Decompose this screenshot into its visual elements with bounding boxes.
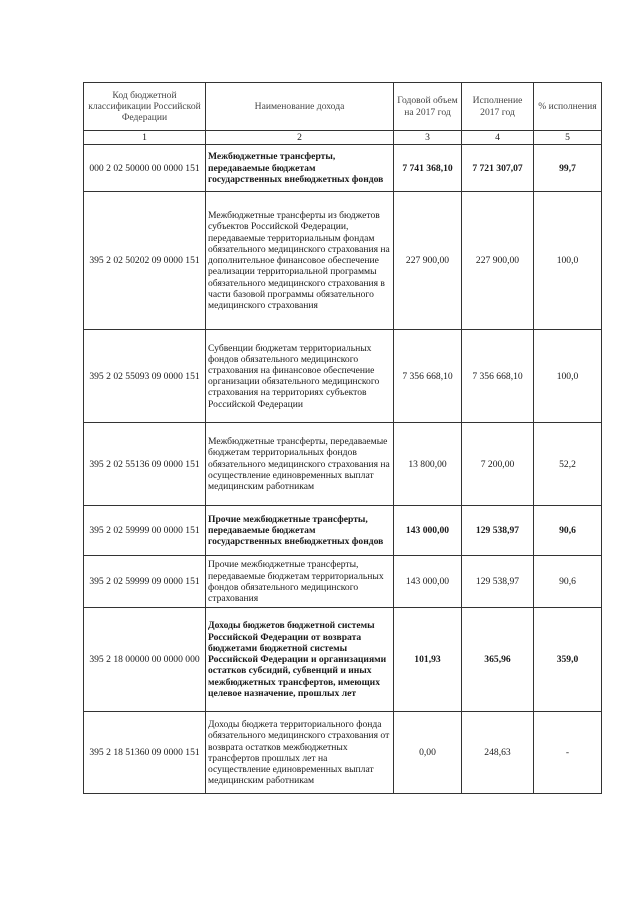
row-code: 395 2 18 51360 09 0000 151 [84,712,206,794]
column-number: 2 [206,131,394,145]
table-row [84,330,602,423]
row-code: 395 2 02 55136 09 0000 151 [84,423,206,506]
row-name: Субвенции бюджетам территориальных фондов обязательного медицинского страхования на финансовое обеспечение организации обязательного медицинского страхования на территориях субъектов Российской Федерации [206,330,394,423]
budget-table [83,82,602,794]
table-header-row [84,83,602,131]
row-percent: 359,0 [534,608,602,712]
row-percent: 90,6 [534,506,602,556]
row-plan: 101,93 [394,608,462,712]
row-name: Межбюджетные трансферты из бюджетов субъектов Российской Федерации, передаваемые территориальным фондам обязательного медицинского страхования на дополнительное финансовое обеспечение реализации территориальной программы обязательного медицинского страхования в части базовой программы обязательного медицинского страхования [206,192,394,330]
header-actual: Исполнение 2017 год [462,83,534,131]
row-plan: 7 741 368,10 [394,145,462,192]
row-plan: 7 356 668,10 [394,330,462,423]
row-name: Межбюджетные трансферты, передаваемые бюджетам государственных внебюджетных фондов [206,145,394,192]
row-actual: 7 356 668,10 [462,330,534,423]
header-plan: Годовой объем на 2017 год [394,83,462,131]
row-code: 000 2 02 50000 00 0000 151 [84,145,206,192]
row-percent: 100,0 [534,330,602,423]
table-row [84,608,602,712]
row-plan: 143 000,00 [394,506,462,556]
table-row [84,506,602,556]
row-percent: 52,2 [534,423,602,506]
header-name: Наименование дохода [206,83,394,131]
row-plan: 143 000,00 [394,556,462,608]
row-plan: 13 800,00 [394,423,462,506]
header-code: Код бюджетной классификации Российской Федерации [84,83,206,131]
row-code: 395 2 02 50202 09 0000 151 [84,192,206,330]
row-percent: 100,0 [534,192,602,330]
row-code: 395 2 02 55093 09 0000 151 [84,330,206,423]
table-row [84,192,602,330]
column-number-row [84,131,602,145]
row-actual: 7 721 307,07 [462,145,534,192]
row-percent: - [534,712,602,794]
row-percent: 99,7 [534,145,602,192]
row-actual: 129 538,97 [462,556,534,608]
row-code: 395 2 02 59999 00 0000 151 [84,506,206,556]
column-number: 3 [394,131,462,145]
table-row [84,145,602,192]
column-number: 1 [84,131,206,145]
row-name: Межбюджетные трансферты, передаваемые бюджетам территориальных фондов обязательного медицинского страхования на осуществление единовременных выплат медицинским работникам [206,423,394,506]
table-row [84,712,602,794]
row-actual: 365,96 [462,608,534,712]
row-percent: 90,6 [534,556,602,608]
row-actual: 7 200,00 [462,423,534,506]
column-number: 5 [534,131,602,145]
row-plan: 0,00 [394,712,462,794]
column-number: 4 [462,131,534,145]
row-name: Доходы бюджетов бюджетной системы Российской Федерации от возврата бюджетами бюджетной системы Российской Федерации и организациями остатков субсидий, субвенций и иных межбюджетных трансфертов, имеющих целевое назначение, прошлых лет [206,608,394,712]
row-name: Прочие межбюджетные трансферты, передаваемые бюджетам государственных внебюджетных фондов [206,506,394,556]
row-code: 395 2 02 59999 09 0000 151 [84,556,206,608]
row-code: 395 2 18 00000 00 0000 000 [84,608,206,712]
row-name: Прочие межбюджетные трансферты, передаваемые бюджетам территориальных фондов обязательного медицинского страхования [206,556,394,608]
row-name: Доходы бюджета территориального фонда обязательного медицинского страхования от возврата остатков межбюджетных трансфертов прошлых лет на осуществление единовременных выплат медицинским работникам [206,712,394,794]
table-row [84,556,602,608]
row-actual: 227 900,00 [462,192,534,330]
row-plan: 227 900,00 [394,192,462,330]
row-actual: 248,63 [462,712,534,794]
header-percent: % исполнения [534,83,602,131]
table-row [84,423,602,506]
row-actual: 129 538,97 [462,506,534,556]
